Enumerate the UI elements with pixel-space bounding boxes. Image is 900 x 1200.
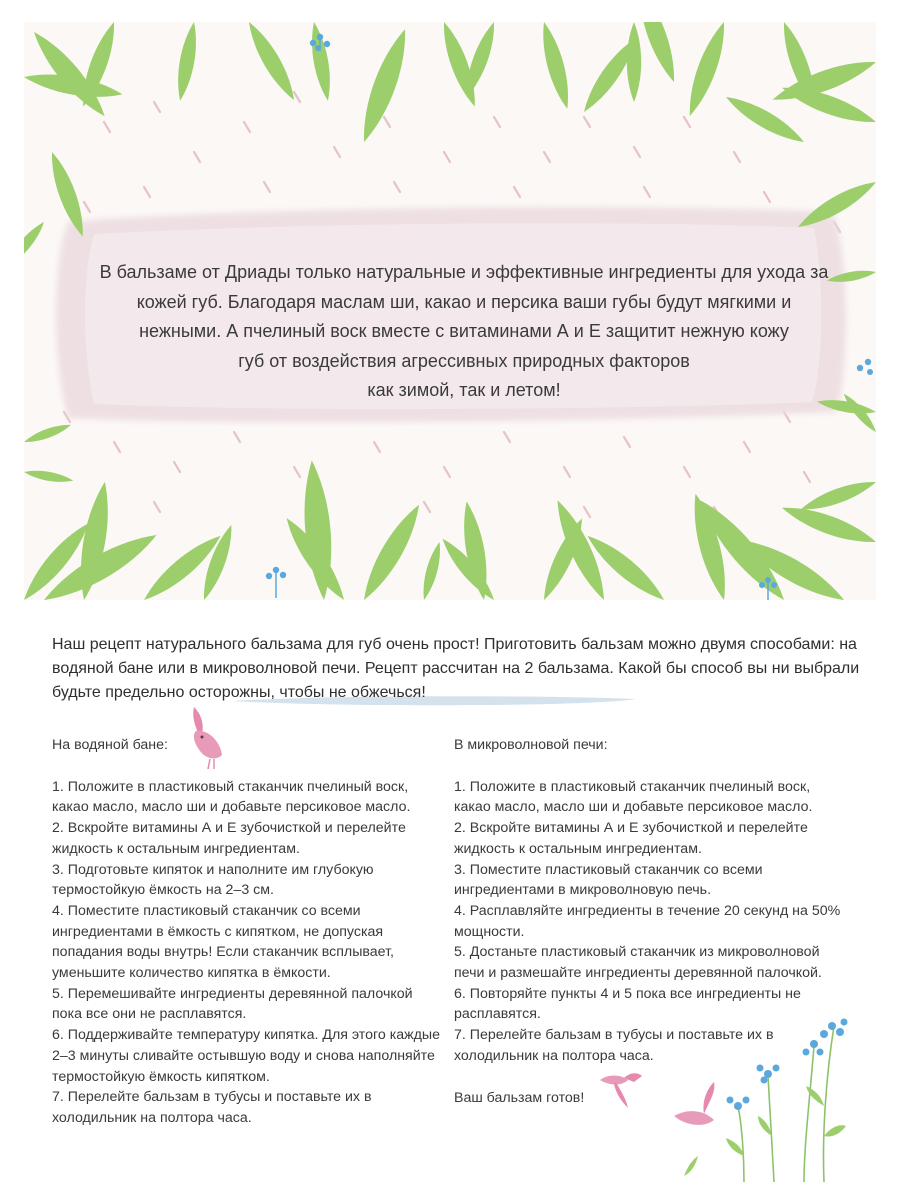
water-bath-steps [52,777,442,1129]
recipe-step: 6. Поддерживайте температуру кипятка. Для этого каждые 2–3 минуты сливайте остывшую воду и снова наполняйте термостойкую ёмкость кипятком. [52,1027,440,1085]
recipe-step: 7. Перелейте бальзам в тубусы и поставьте их в холодильник на полтора часа. [52,1089,372,1126]
recipe-step: 4. Поместите пластиковый стаканчик со всеми ингредиентами в ёмкость с кипятком, не допуская попадания воды внутрь! Если стаканчик всплывает, уменьшите количество кипятка в ёмкости. [52,902,394,982]
banner-line: кожей губ. Благодаря маслам ши, какао и персика ваши губы будут мягкими и [136,291,792,312]
pink-bird-icon-small [598,1068,644,1110]
recipe-step: 3. Поместите пластиковый стаканчик со всеми ингредиентами в микроволновую печь. [454,861,763,899]
illustrated-banner [24,22,876,600]
recipe-step: 4. Расплавляйте ингредиенты в течение 20 секунд на 50% мощности. [454,902,841,940]
bottom-leaves [24,459,876,600]
recipe-step: 1. Положите в пластиковый стаканчик пчелиный воск, какао масло, масло ши и добавьте персиковое масло. [52,778,411,816]
intro-text: Наш рецепт натурального бальзама для губ очень прост! Приготовить бальзам можно двумя способами: на водяной бане или в микроволновой печи. Рецепт рассчитан на 2 бальзама. Какой бы способ вы ни выбрали [52,636,860,677]
banner-line: В бальзаме от Дриады только натуральные и эффективные ингредиенты для ухода за [99,262,829,283]
recipe-step: 1. Положите в пластиковый стаканчик пчелиный воск, какао масло, масло ши и добавьте персиковое масло. [454,778,813,816]
recipe-step: 2. Вскройте витамины А и Е зубочисткой и перелейте жидкость к остальным ингредиентам. [52,820,406,857]
microwave-title: В микроволновой печи: [454,737,608,753]
banner-line: нежными. А пчелиный воск вместе с витаминами А и Е защитит нежную кожу [139,321,789,342]
banner-line: как зимой, так и летом! [367,380,561,401]
flower-bouquet-illustration [664,1016,864,1182]
banner-line: губ от воздействия агрессивных природных факторов [238,350,690,371]
recipe-step: 7. Перелейте бальзам в тубусы и поставьте их в холодильник на полтора часа. [454,1027,774,1064]
recipe-step: 6. Повторяйте пункты 4 и 5 пока все ингредиенты не расплавятся. [454,985,801,1023]
water-bath-title: На водяной бане: [52,737,168,753]
banner-text-block [54,244,874,420]
recipe-step: 2. Вскройте витамины А и Е зубочисткой и перелейте жидкость к остальным ингредиентам. [454,820,808,857]
recipe-step: 5. Достаньте пластиковый стаканчик из микроволновой печи и размешайте ингредиенты деревянной палочкой. [454,944,822,982]
pink-bird-icon [180,705,230,771]
recipe-step: 3. Подготовьте кипяток и наполните им глубокую термостойкую ёмкость на 2–3 см. [52,861,374,899]
ready-message: Ваш бальзам готов! [454,1089,585,1106]
water-bath-method [52,735,442,1129]
warning-text: будьте предельно осторожны, чтобы не обжечься! [52,684,426,701]
recipe-step: 5. Перемешивайте ингредиенты деревянной палочкой пока все они не расплавятся. [52,985,413,1023]
recipe-intro [52,633,862,705]
